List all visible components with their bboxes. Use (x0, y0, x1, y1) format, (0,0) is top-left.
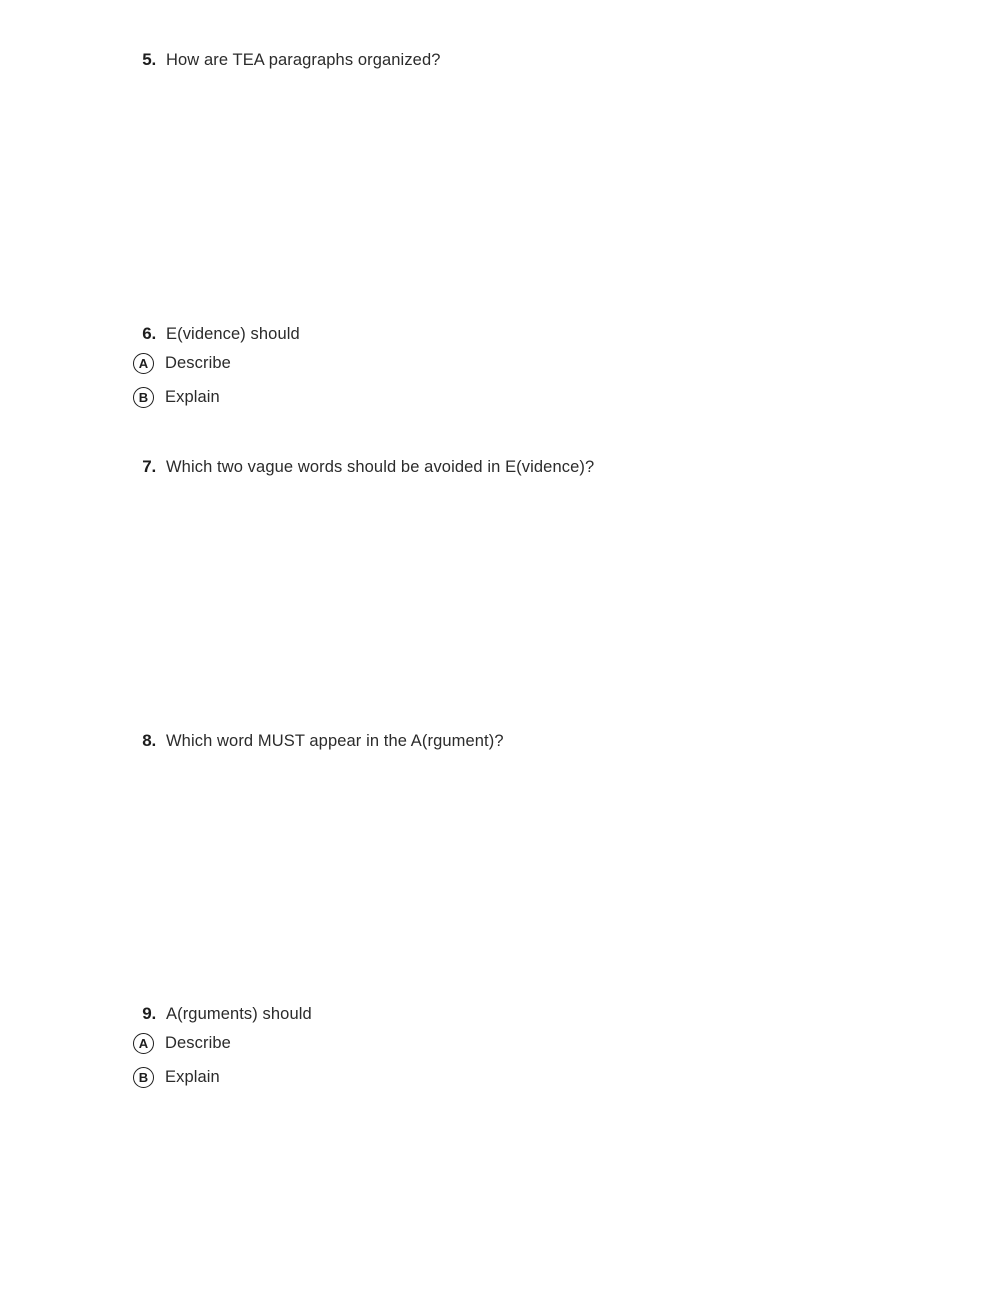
option-bubble-icon[interactable]: B (133, 387, 154, 408)
question-number: 7. (142, 457, 156, 476)
option-bubble-icon[interactable]: A (133, 353, 154, 374)
option-bubble-icon[interactable]: B (133, 1067, 154, 1088)
answer-option[interactable] (120, 1033, 231, 1054)
question-3 (120, 729, 504, 753)
question-text: Which word MUST appear in the A(rgument)? (166, 732, 504, 750)
question-text: E(vidence) should (166, 325, 300, 343)
question-number: 8. (142, 731, 156, 750)
question-2 (120, 455, 594, 479)
option-bubble-icon[interactable]: A (133, 1033, 154, 1054)
question-text: Which two vague words should be avoided in E(vidence)? (166, 458, 595, 476)
question-number: 5. (142, 50, 156, 69)
option-label: Explain (165, 1068, 220, 1086)
question-4 (120, 1002, 312, 1026)
answer-space[interactable] (135, 78, 895, 308)
question-number: 6. (142, 324, 156, 343)
option-label: Explain (165, 388, 220, 406)
question-1 (120, 322, 300, 346)
answer-option[interactable] (120, 1067, 220, 1088)
question-number: 9. (142, 1004, 156, 1023)
answer-option[interactable] (120, 353, 231, 374)
answer-option[interactable] (120, 387, 220, 408)
option-label: Describe (165, 1034, 231, 1052)
option-label: Describe (165, 354, 231, 372)
question-0 (120, 48, 441, 72)
question-text: A(rguments) should (166, 1005, 312, 1023)
answer-space[interactable] (135, 485, 895, 725)
question-text: How are TEA paragraphs organized? (166, 51, 441, 69)
answer-space[interactable] (135, 759, 895, 997)
